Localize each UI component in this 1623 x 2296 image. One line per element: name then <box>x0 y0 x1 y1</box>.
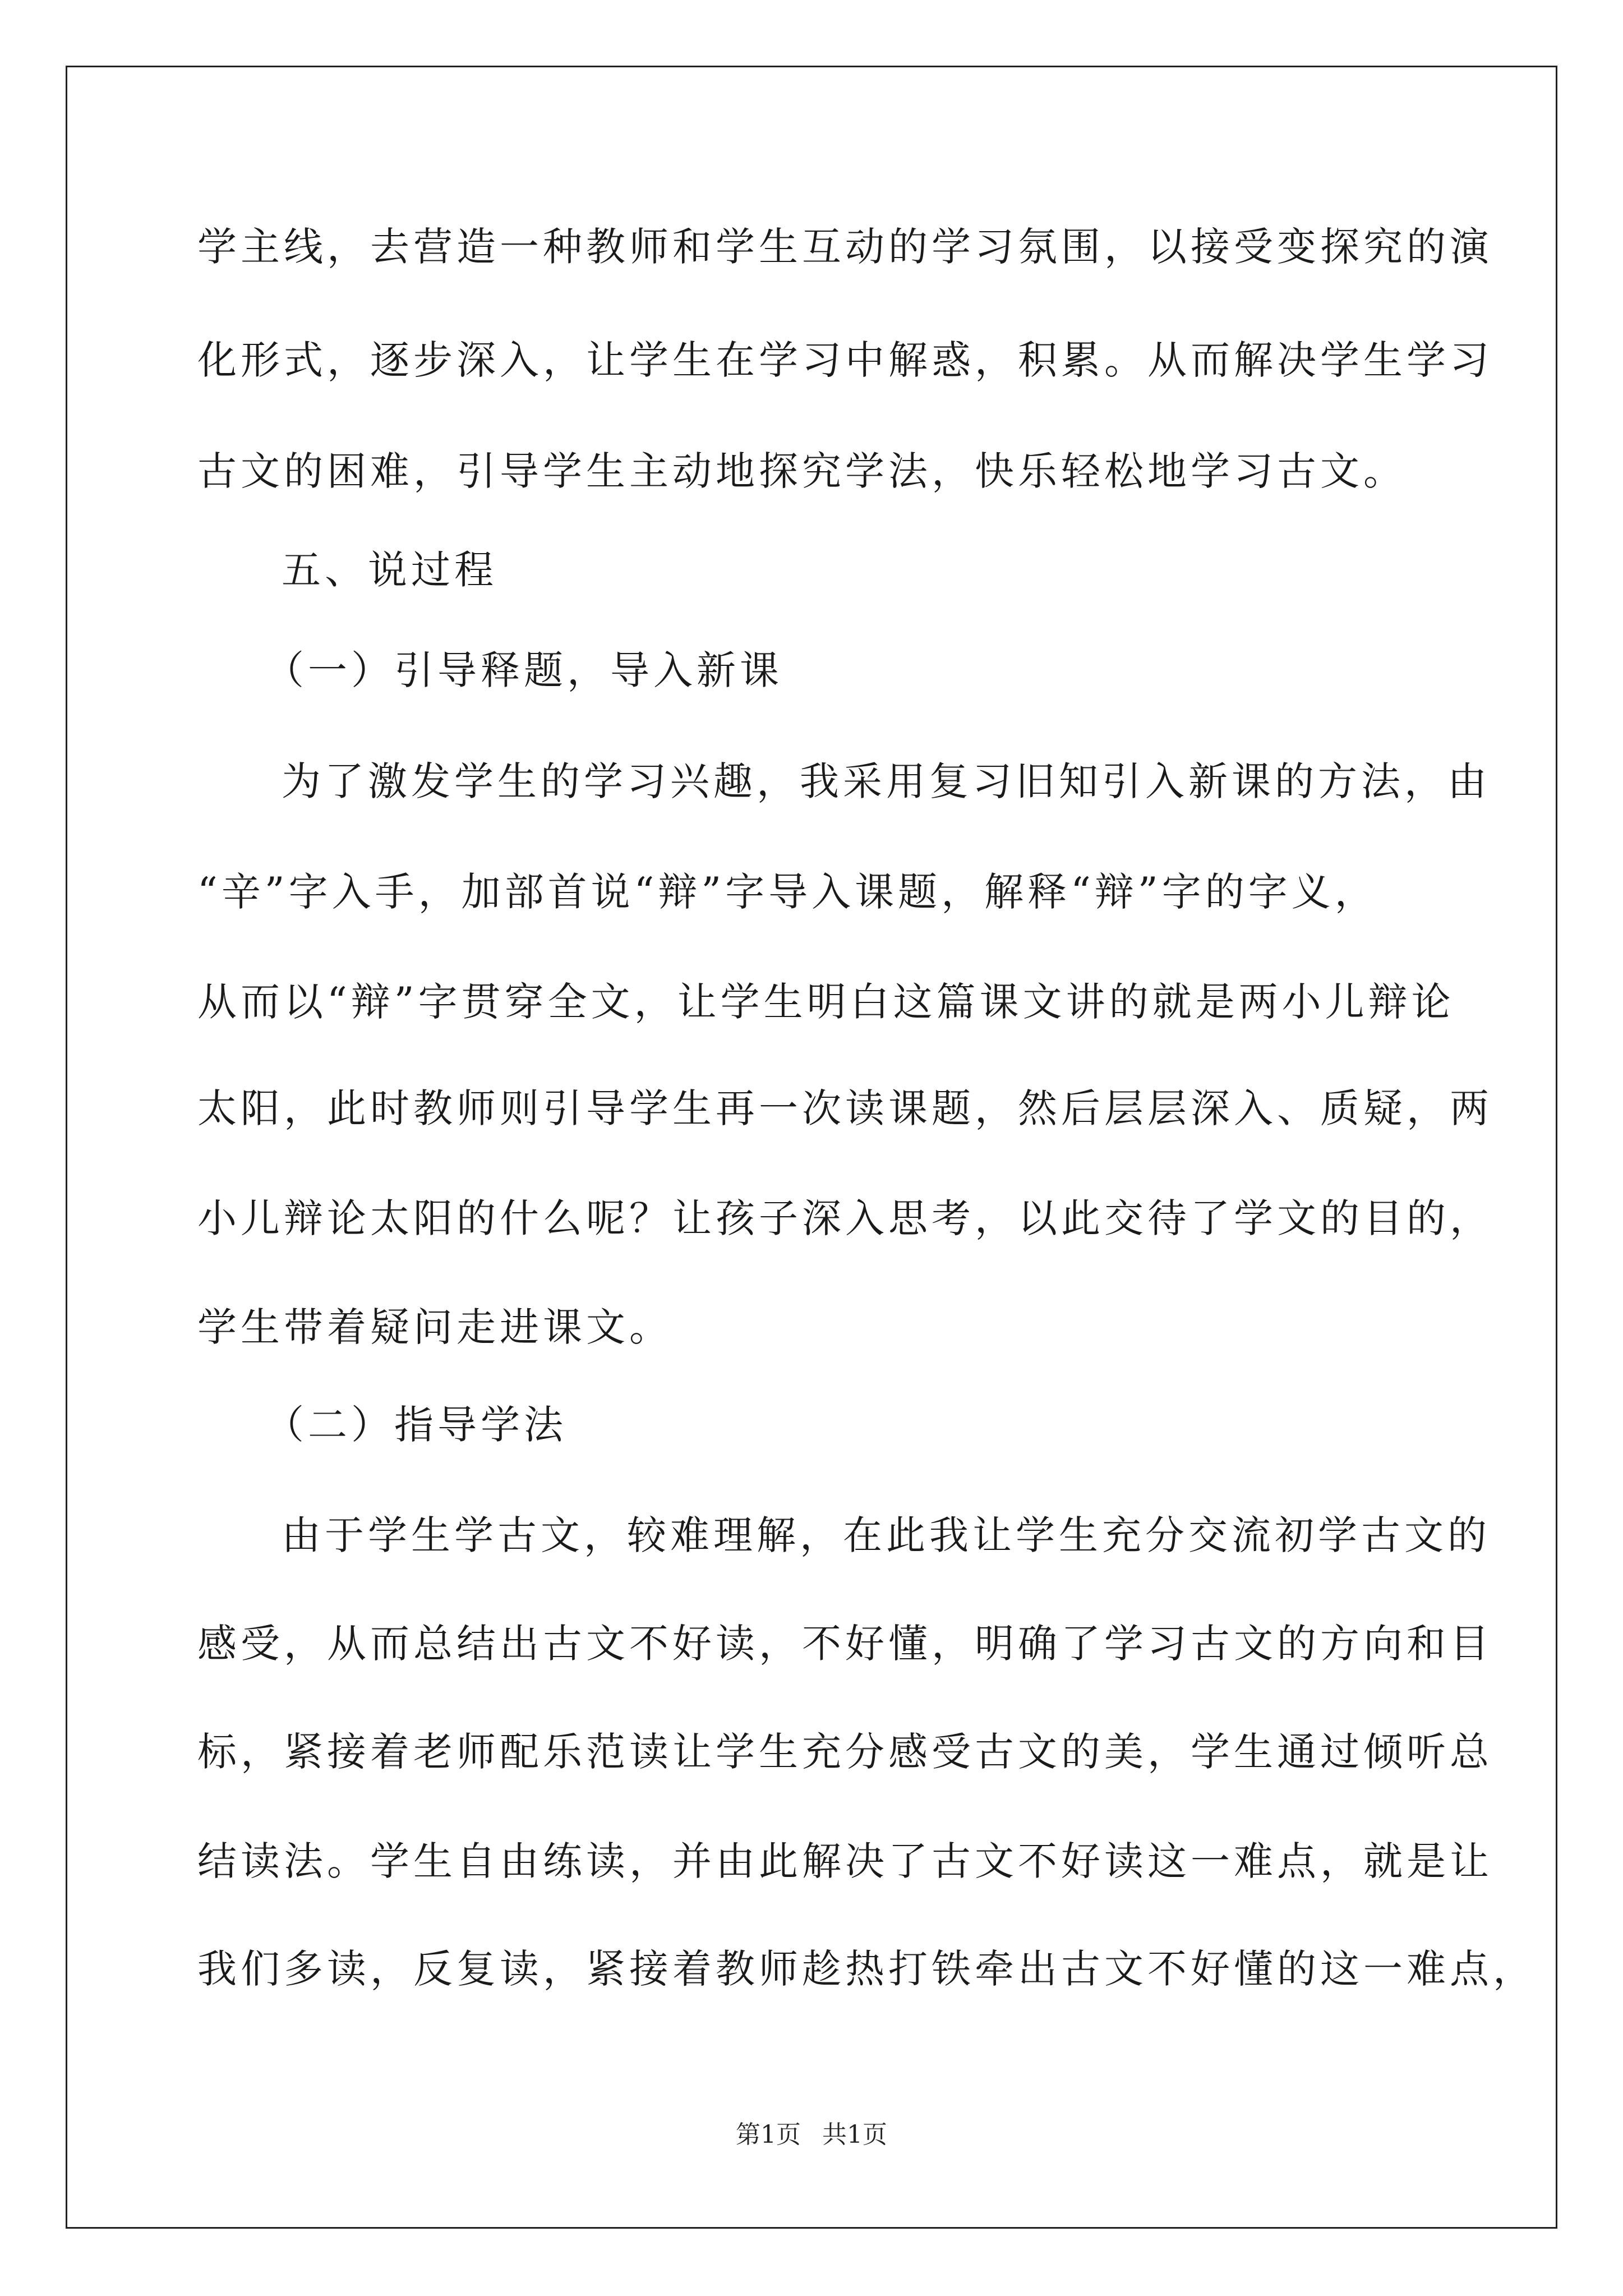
text-line: 由于学生学古文，较难理解，在此我让学生充分交流初学古文的 <box>282 1512 1491 1558</box>
text-line: 结读法。学生自由练读，并由此解决了古文不好读这一难点，就是让 <box>197 1838 1493 1884</box>
subsection-heading: （一）引导释题，导入新课 <box>265 647 783 693</box>
text-line: “辛”字入手，加部首说“辩”字导入课题，解释“辩”字的字义， <box>197 869 1378 915</box>
text-line: 从而以“辩”字贯穿全文，让学生明白这篇课文讲的就是两小儿辩论 <box>197 979 1455 1025</box>
text-line: 学主线，去营造一种教师和学生互动的学习氛围，以接受变探究的演 <box>197 224 1493 270</box>
page-footer <box>0 2118 1623 2152</box>
section-heading: 五、说过程 <box>282 547 497 593</box>
page-number: 第1页 <box>736 2120 801 2149</box>
text-line: 小儿辩论太阳的什么呢？让孩子深入思考，以此交待了学文的目的， <box>197 1195 1493 1241</box>
text-line: 化形式，逐步深入，让学生在学习中解惑，积累。从而解决学生学习 <box>197 337 1493 383</box>
text-line: 标，紧接着老师配乐范读让学生充分感受古文的美，学生通过倾听总 <box>197 1729 1493 1775</box>
subsection-heading: （二）指导学法 <box>265 1402 567 1448</box>
text-line: 古文的困难，引导学生主动地探究学法，快乐轻松地学习古文。 <box>197 448 1407 494</box>
page-total: 共1页 <box>822 2120 887 2149</box>
text-line: 我们多读，反复读，紧接着教师趁热打铁牵出古文不好懂的这一难点， <box>197 1946 1536 1992</box>
page-border <box>66 66 1557 2229</box>
text-line: 为了激发学生的学习兴趣，我采用复习旧知引入新课的方法，由 <box>282 758 1491 804</box>
text-line: 感受，从而总结出古文不好读，不好懂，明确了学习古文的方向和目 <box>197 1621 1493 1667</box>
text-line: 太阳，此时教师则引导学生再一次读课题，然后层层深入、质疑，两 <box>197 1085 1493 1131</box>
text-line: 学生带着疑问走进课文。 <box>197 1304 672 1350</box>
